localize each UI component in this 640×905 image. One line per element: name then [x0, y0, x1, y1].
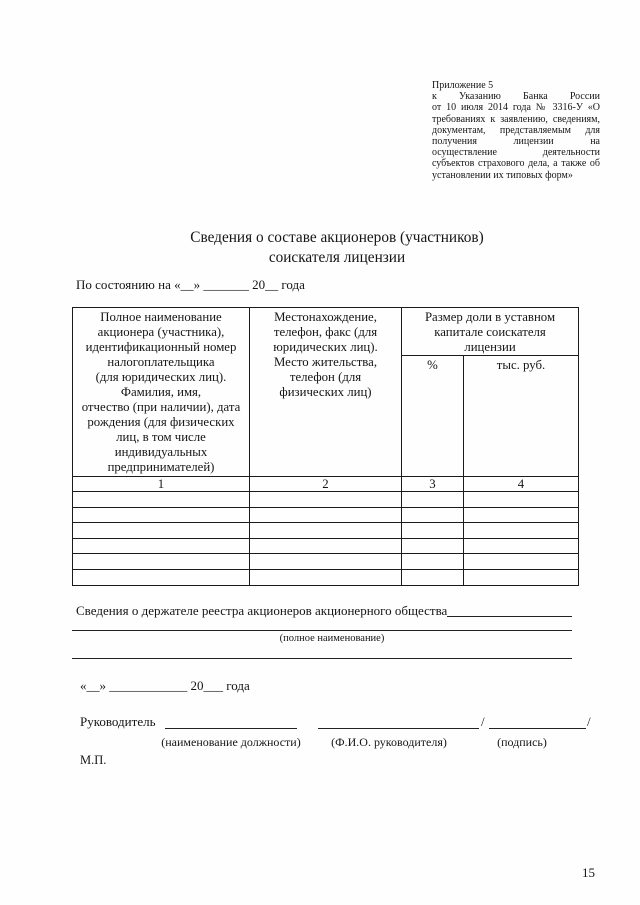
- table-cell: [402, 523, 464, 539]
- table-cell: [250, 538, 402, 554]
- column-number: 2: [250, 477, 402, 492]
- table-header-row: [73, 308, 579, 356]
- appendix-note-line: от 10 июля 2014 года № 3316-У «О: [432, 102, 600, 114]
- signature-role-label: Руководитель: [80, 714, 156, 729]
- table-cell: [73, 569, 250, 585]
- as-of-date-line: По состоянию на «__» _______ 20__ года: [76, 277, 305, 292]
- table-row: [73, 507, 579, 523]
- appendix-note-line: осуществление деятельности: [432, 147, 600, 159]
- table-cell: [73, 523, 250, 539]
- signature-fill-line: [489, 728, 586, 729]
- column-number: 4: [464, 477, 579, 492]
- table-header-share-thousand-rub: тыс. руб.: [464, 356, 579, 477]
- registry-holder-full-name-line: [72, 630, 572, 631]
- seal-placeholder-label: М.П.: [80, 753, 107, 767]
- position-fill-line: [165, 728, 297, 729]
- table-row: [73, 554, 579, 570]
- registry-holder-caption: (полное наименование): [279, 633, 385, 644]
- table-row: [73, 492, 579, 508]
- position-caption: (наименование должности): [161, 735, 301, 749]
- table-cell: [250, 554, 402, 570]
- table-cell: [250, 492, 402, 508]
- table-cell: [464, 492, 579, 508]
- table-header-name: Полное наименование акционера (участника), идентификационный номер налогоплательщика (для юридических лиц). Фамилия, имя, отчество (при наличии), дата рождения (для физических лиц, в том числе индивидуальных предпринимателей): [73, 308, 250, 477]
- page-title-line: Сведения о составе акционеров (участников): [190, 229, 484, 246]
- registry-holder-label: Сведения о держателе реестра акционеров акционерного общества: [76, 603, 448, 618]
- table-cell: [464, 569, 579, 585]
- signing-date-line: «__» ____________ 20___ года: [80, 678, 250, 693]
- table-header-share-percent: %: [402, 356, 464, 477]
- table-header-share: Размер доли в уставном капитале соискателя лицензии: [402, 308, 579, 356]
- registry-holder-fill-line: [447, 616, 572, 617]
- table-row: [73, 538, 579, 554]
- signature-separator: /: [587, 714, 591, 729]
- table-cell: [73, 554, 250, 570]
- appendix-note-line: к Указанию Банка России: [432, 91, 600, 103]
- page-title-line: соискателя лицензии: [268, 249, 406, 266]
- table-cell: [250, 523, 402, 539]
- table-cell: [464, 523, 579, 539]
- manager-name-fill-line: [318, 728, 479, 729]
- shareholders-table-body: [73, 308, 579, 586]
- appendix-note-line: требованиях к заявлению, сведениям,: [432, 113, 600, 125]
- manager-name-caption: (Ф.И.О. руководителя): [331, 735, 447, 749]
- table-cell: [250, 507, 402, 523]
- page-number: 15: [582, 865, 595, 880]
- table-header-location: Местонахождение, телефон, факс (для юридических лиц). Место жительства, телефон (для физических лиц): [250, 308, 402, 477]
- table-row: [73, 569, 579, 585]
- registry-holder-extra-line: [72, 658, 572, 659]
- table-cell: [250, 569, 402, 585]
- appendix-note: [432, 80, 600, 181]
- column-number: 1: [73, 477, 250, 492]
- page-title: [137, 228, 537, 268]
- column-number-row: [73, 477, 579, 492]
- table-cell: [73, 507, 250, 523]
- appendix-note-line: установлении их типовых форм»: [432, 169, 573, 181]
- table-cell: [464, 538, 579, 554]
- appendix-note-line: субъектов страхового дела, а также об: [432, 158, 600, 170]
- appendix-note-line: Приложение 5: [432, 80, 494, 91]
- appendix-note-line: документам, представляемым для: [432, 124, 600, 136]
- table-cell: [402, 538, 464, 554]
- shareholders-table: [72, 307, 579, 586]
- column-number: 3: [402, 477, 464, 492]
- table-cell: [402, 507, 464, 523]
- table-cell: [73, 492, 250, 508]
- table-cell: [402, 492, 464, 508]
- appendix-note-line: получения лицензии на: [432, 135, 600, 147]
- table-cell: [464, 507, 579, 523]
- table-cell: [73, 538, 250, 554]
- table-cell: [464, 554, 579, 570]
- signature-caption: (подпись): [497, 735, 547, 749]
- table-row: [73, 523, 579, 539]
- table-cell: [402, 554, 464, 570]
- table-cell: [402, 569, 464, 585]
- signature-separator: /: [481, 714, 485, 729]
